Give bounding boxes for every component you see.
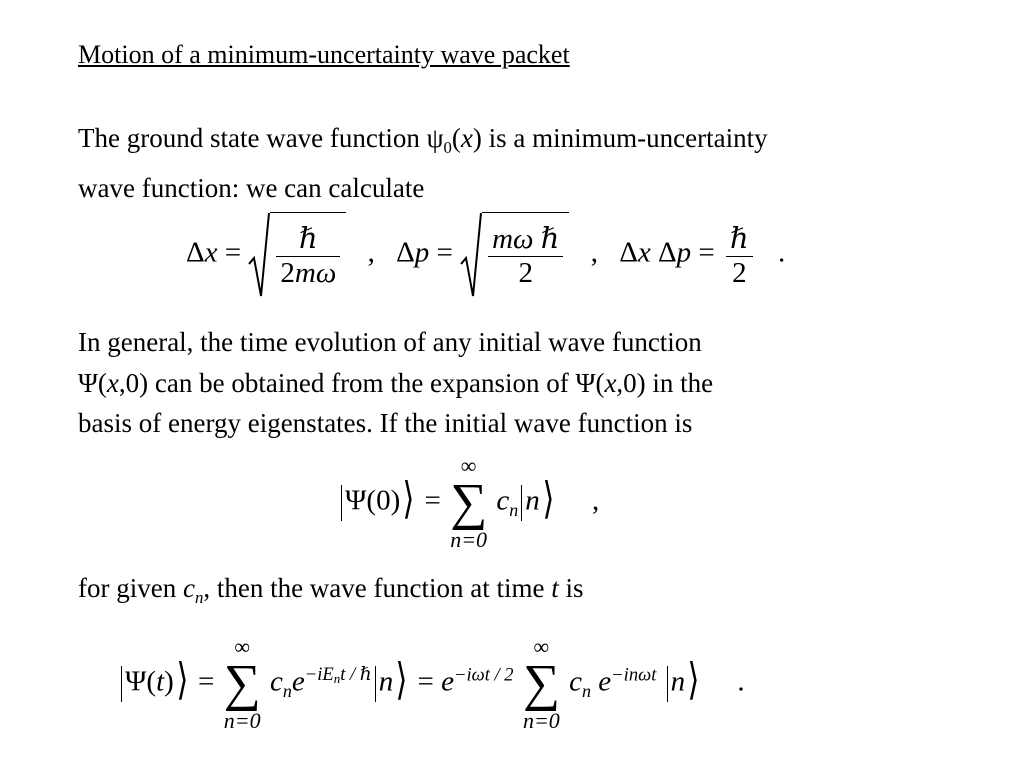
fraction-momega-hbar-over-2: $\frac{\text{mω ℏ}}{2}$ — [488, 221, 563, 290]
intro-line-1: The ground state wave function $\psi_0(x)$ is a minimum-uncertainty — [78, 123, 768, 157]
sqrt-delta-x — [248, 212, 346, 298]
intro-line-2: wave function: we can calculate — [78, 173, 425, 204]
radical-sign-icon — [248, 212, 270, 298]
sqrt-delta-p — [460, 212, 569, 298]
uncertainty-equations: Δx = $\frac{\text{ℏ}}{2m\omega}$ , Δp = $\frac{\text{mω ℏ}}{2}$ , Δx Δp = $\frac{\text{ℏ}}{2}$ . — [186, 212, 785, 298]
initial-state-expansion: Ψ(0)⟩ = ∞ ∑ n=0 $c_n$ n⟩ , — [338, 455, 599, 551]
expansion-line-1: In general, the time evolution of any initial wave function — [78, 327, 702, 357]
expansion-line-2: Ψ(x,0) can be obtained from the expansion of Ψ(x,0) in the — [78, 367, 714, 398]
fraction-hbar-over-2: $\frac{\text{ℏ}}{2}$ — [726, 221, 753, 290]
summation: ∞ ∑ n=0 — [223, 634, 261, 733]
summation: ∞ ∑ n=0 — [522, 634, 560, 733]
expansion-paragraph — [78, 322, 713, 444]
time-paragraph: for given $c_n$, then the wave function at time t is — [78, 573, 584, 607]
page-title: Motion of a minimum-uncertainty wave packet — [78, 40, 570, 69]
fraction-hbar-over-2momega: $\frac{\text{ℏ}}{2m\omega}$ — [276, 221, 340, 290]
expansion-line-3: basis of energy eigenstates. If the initial wave function is — [78, 408, 693, 438]
time-evolution-equation: Ψ(t)⟩ = ∞ ∑ n=0 $c_ne^{-iEnt / \hbar}$ n⟩ = $e^{-i\omega t / 2}$ ∞ ∑ n=0 $c_n$ $e^{-in\omega t}$ n⟩ . — [118, 636, 745, 732]
intro-paragraph — [78, 118, 768, 209]
psi-symbol: ψ — [426, 123, 444, 153]
summation: ∞ ∑ n=0 — [450, 453, 488, 552]
radical-sign-icon — [460, 212, 482, 298]
